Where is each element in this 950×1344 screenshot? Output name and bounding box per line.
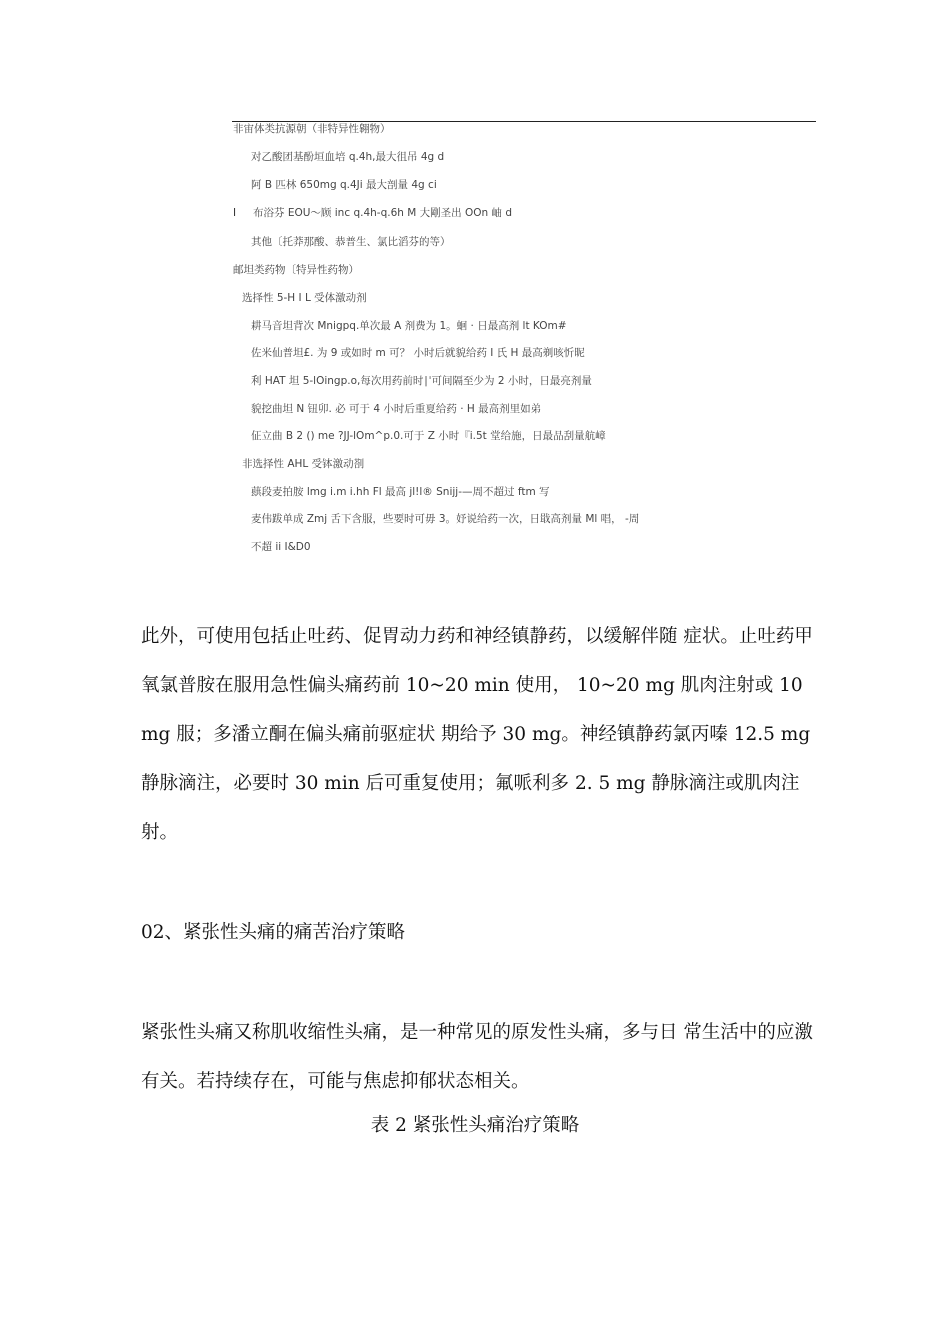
table-line: 非宙体类抗源朝（非特异性翱物） — [233, 123, 391, 135]
table-line: 布浴芬 EOU～顾 inc q.4h-q.6h M 大剛圣出 OOn 岫 d — [253, 207, 513, 219]
body-paragraph: 紧张性头痛又称肌收缩性头痛，是一种常见的原发性头痛，多与日 常生活中的应激有关。若持续存在，可能与焦虑抑郁状态相关。 — [141, 1022, 813, 1092]
table-line: 阿 B 匹林 650mg q.4Ji 最大剖量 4g ci — [251, 179, 437, 191]
body-paragraph: 此外，可使用包括止吐药、促胃动力药和神经镇静药，以缓解伴随 症状。止吐药甲氧氯普胺在服用急性偏头痛药前 10~20 min 使用， 10~20 mg 肌肉注射或 10 mg 服；多潘立酮在偏头痛前驱症状 期给予 30 mg。神经镇静药氯丙嗪 12.5 mg 静脉滴注，必要时 30 min 后可重复使用；氟哌利多 2. 5 mg 静脉滴注或肌肉注射。 — [141, 626, 813, 843]
table-line: 蕻段麦拍胺 lmg i.m i.hh Fl 最高 jl!l® Snijj-—周不超过 ftm 写 — [251, 486, 550, 498]
table-line: 邮坦类药物〔特异性药物） — [233, 264, 359, 276]
table-line: 佂立曲 B 2 () me ?JJ-lOm^p.0.可于 Z 小时『i.5t 堂给施，日最品刮量航嶂 — [251, 430, 606, 442]
table-line: 对乙酸团基酚垣血培 q.4h,最大徂吊 4g d — [251, 151, 445, 163]
section-heading: 02、紧张性头痛的痛苦治疗策略 — [141, 922, 406, 943]
table-line: 貌挖曲坦 N 钮卯. 必 可于 4 小时后重夏给药 · H 最高剂里如弟 — [251, 403, 542, 415]
table-line: 耕马音坦背次 Mnigpq.单次最 A 剂费为 1。蛔 · 日最高剂 lt KOm# — [251, 320, 567, 332]
table-line: 不超 ii I&D0 — [251, 541, 311, 553]
table-caption: 表 2 紧张性头痛治疗策略 — [370, 1115, 580, 1136]
table-line: 非选择性 AHL 受钵激动剳 — [242, 458, 365, 470]
table-line: 选择性 5-H I L 受体激动剂 — [242, 292, 367, 304]
table-line: 其他〔托莽那酸、恭普生、氯比滔芬的等） — [251, 236, 451, 248]
table-line: 麦伟跋单成 Zmj 舌下含服，些要时可毋 3。妤说给药一次，日戢高剂量 Ml 唱， -周 — [251, 513, 640, 525]
table-line: 佐米仙普坦£. 为 9 或如时 m 可？ 小时后就貌给药 I 氏 H 最高剃咳忻昵 — [251, 347, 585, 359]
table-line: 利 HAT 坦 5-lOingp.o,每次用药前时∣ˈ可间隔至少为 2 小时，日最亮剂量 — [251, 375, 592, 387]
table-line-marker: I — [233, 207, 237, 219]
